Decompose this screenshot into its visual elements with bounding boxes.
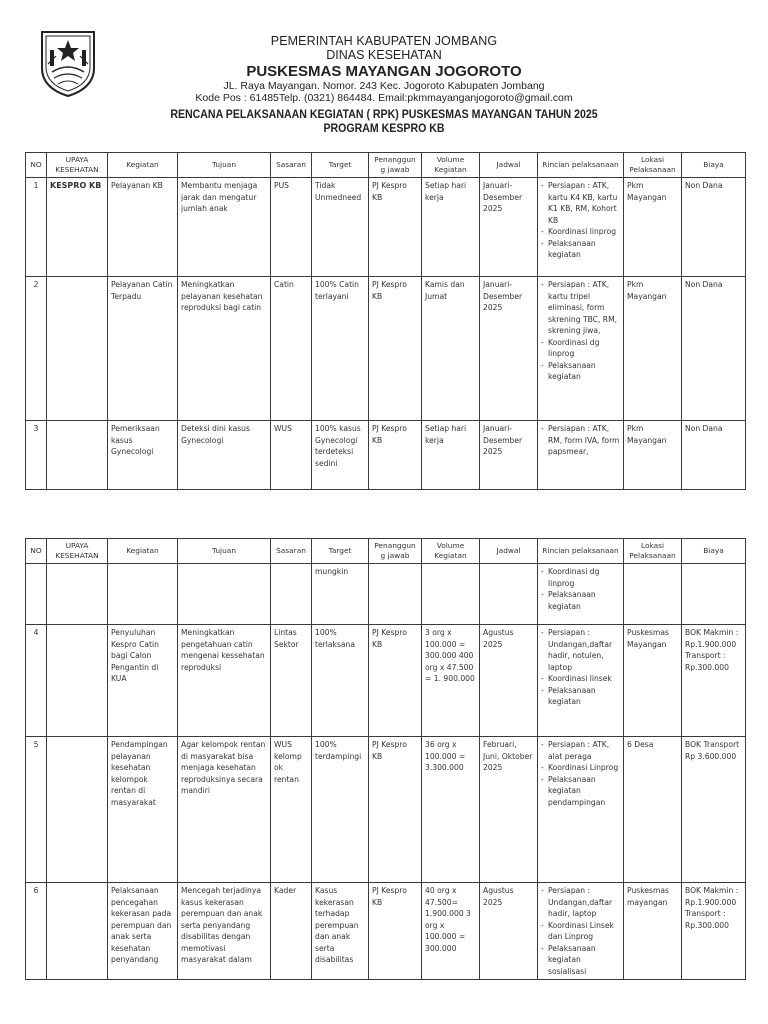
table-header-row: [26, 539, 746, 564]
rincian-item: - Pelaksanaan kegiatan: [541, 589, 620, 612]
column-header-jadwal: Jadwal: [480, 153, 538, 178]
cell-lokasi: Puskesmas Mayangan: [624, 625, 682, 737]
column-header-sasaran: Sasaran: [271, 539, 312, 564]
cell-target: 100% terlaksana: [312, 625, 369, 737]
cell-biaya: Non Dana: [682, 178, 746, 277]
cell-target: Tidak Unmedneed: [312, 178, 369, 277]
column-header-lokasi: Lokasi Pelaksanaan: [624, 153, 682, 178]
column-header-biaya: Biaya: [682, 539, 746, 564]
cell-jadwal: Januari-Desember 2025: [480, 178, 538, 277]
contact-info: Kode Pos : 61485Telp. (0321) 864484. Email:pkmmayanganjogoroto@gmail.com: [195, 92, 573, 105]
column-header-sasaran: Sasaran: [271, 153, 312, 178]
cell-kegiatan: Pelayanan KB: [108, 178, 178, 277]
cell-upaya: [47, 277, 108, 421]
cell-biaya: BOK Makmin : Rp.1.900.000 Transport : Rp.300.000: [682, 883, 746, 980]
rincian-item: - Koordinasi Linprog: [541, 762, 620, 774]
rincian-list: [541, 627, 620, 708]
cell-target: mungkin: [312, 564, 369, 625]
cell-lokasi: 6 Desa: [624, 737, 682, 883]
cell-kegiatan: Penyuluhan Kespro Catin bagi Calon Pengantin di KUA: [108, 625, 178, 737]
column-header-volume: Volume Kegiatan: [422, 539, 480, 564]
cell-jadwal: Agustus 2025: [480, 883, 538, 980]
rincian-item: - Persiapan : ATK, kartu K4 KB, kartu K1 KB, RM, Kohort KB: [541, 180, 620, 226]
cell-kegiatan: Pendampingan pelayanan kesehatan kelompok rentan di masyarakat: [108, 737, 178, 883]
rincian-item: - Koordinasi Linsek dan Linprog: [541, 920, 620, 943]
table-row: [26, 277, 746, 421]
rincian-item: - Persiapan : Undangan,daftar hadir, notulen, laptop: [541, 627, 620, 673]
rincian-item: - Pelaksanaan kegiatan pendampingan: [541, 774, 620, 809]
cell-sasaran: Lintas Sektor: [271, 625, 312, 737]
cell-tujuan: [178, 564, 271, 625]
cell-upaya: [47, 178, 108, 277]
cell-tujuan: Meningkatkan pengetahuan catin mengenai kessehatan reproduksi: [178, 625, 271, 737]
rincian-list: [541, 739, 620, 808]
cell-sasaran: Kader: [271, 883, 312, 980]
title-line-2: PROGRAM KESPRO KB: [323, 122, 445, 135]
cell-tujuan: Agar kelompok rentan di masyarakat bisa menjaga kesehatan reproduksinya secara mandiri: [178, 737, 271, 883]
cell-lokasi: Pkm Mayangan: [624, 277, 682, 421]
column-header-biaya: Biaya: [682, 153, 746, 178]
cell-tujuan: Meningkatkan pelayanan kesehatan reproduksi bagi catin: [178, 277, 271, 421]
rincian-item: - Persiapan : Undangan,daftar hadir, laptop: [541, 885, 620, 920]
rincian-item: - Koordinasi linprog: [541, 226, 620, 238]
cell-kegiatan: Pemeriksaan kasus Gynecologi: [108, 421, 178, 490]
cell-no: 1: [26, 178, 47, 277]
cell-pj: PJ Kespro KB: [369, 178, 422, 277]
cell-pj: PJ Kespro KB: [369, 737, 422, 883]
cell-no: 2: [26, 277, 47, 421]
document-title: [31, 109, 738, 137]
agency-name: DINAS KESEHATAN: [326, 48, 442, 63]
cell-biaya: [682, 564, 746, 625]
cell-pj: PJ Kespro KB: [369, 883, 422, 980]
column-header-tujuan: Tujuan: [178, 153, 271, 178]
rincian-item: - Persiapan : ATK, RM, form IVA, form papsmear,: [541, 423, 620, 458]
cell-rincian: [538, 277, 624, 421]
rincian-list: [541, 279, 620, 383]
column-header-pj: Penanggun g jawab: [369, 539, 422, 564]
cell-target: Kasus kekerasan terhadap perempuan dan anak serta disabilitas: [312, 883, 369, 980]
cell-target: 100% terdampingi: [312, 737, 369, 883]
rpk-table-page-2: [25, 538, 746, 980]
cell-volume: Setiap hari kerja: [422, 421, 480, 490]
column-header-rincian: Rincian pelaksanaan: [538, 539, 624, 564]
rincian-list: [541, 180, 620, 261]
cell-rincian: [538, 421, 624, 490]
cell-jadwal: Februari, Juni, Oktober 2025: [480, 737, 538, 883]
column-header-no: NO: [26, 539, 47, 564]
rincian-item: - Pelaksanaan kegiatan: [541, 360, 620, 383]
puskesmas-name: PUSKESMAS MAYANGAN JOGOROTO: [246, 62, 522, 80]
table-row: [26, 625, 746, 737]
cell-tujuan: Membantu menjaga jarak dan mengatur jumlah anak: [178, 178, 271, 277]
rincian-list: [541, 566, 620, 612]
cell-rincian: [538, 883, 624, 980]
cell-volume: 3 org x 100.000 = 300.000 400 org x 47.500 = 1. 900.000: [422, 625, 480, 737]
rincian-item: - Persiapan : ATK, alat peraga: [541, 739, 620, 762]
cell-tujuan: Mencegah terjadinya kasus kekerasan perempuan dan anak serta penyandang disabilitas dengan memotivasi masyarakat dalam: [178, 883, 271, 980]
column-header-target: Target: [312, 153, 369, 178]
cell-sasaran: Catin: [271, 277, 312, 421]
cell-kegiatan: [108, 564, 178, 625]
jombang-coat-of-arms-icon: [36, 28, 100, 98]
cell-sasaran: WUS kelomp ok rentan: [271, 737, 312, 883]
cell-tujuan: Deteksi dini kasus Gynecologi: [178, 421, 271, 490]
table-row: [26, 178, 746, 277]
cell-no: 6: [26, 883, 47, 980]
rincian-item: - Koordinasi dg linprog: [541, 337, 620, 360]
rincian-item: - Koordinasi linsek: [541, 673, 620, 685]
table-row: [26, 564, 746, 625]
cell-kegiatan: Pelaksanaan pencegahan kekerasan pada perempuan dan anak serta kesehatan penyandang: [108, 883, 178, 980]
cell-no: [26, 564, 47, 625]
cell-pj: PJ Kespro KB: [369, 277, 422, 421]
cell-rincian: [538, 178, 624, 277]
table-header-row: [26, 153, 746, 178]
letterhead: [0, 0, 768, 110]
column-header-lokasi: Lokasi Pelaksanaan: [624, 539, 682, 564]
cell-upaya: [47, 421, 108, 490]
cell-lokasi: Pkm Mayangan: [624, 421, 682, 490]
cell-sasaran: [271, 564, 312, 625]
column-header-pj: Penanggun g jawab: [369, 153, 422, 178]
column-header-rincian: Rincian pelaksanaan: [538, 153, 624, 178]
cell-upaya: [47, 737, 108, 883]
cell-no: 3: [26, 421, 47, 490]
cell-biaya: BOK Makmin : Rp.1.900.000 Transport : Rp.300.000: [682, 625, 746, 737]
cell-lokasi: Pkm Mayangan: [624, 178, 682, 277]
column-header-target: Target: [312, 539, 369, 564]
title-line-1: RENCANA PELAKSANAAN KEGIATAN ( RPK) PUSKESMAS MAYANGAN TAHUN 2025: [170, 109, 598, 121]
government-name: PEMERINTAH KABUPATEN JOMBANG: [270, 34, 498, 48]
cell-biaya: Non Dana: [682, 277, 746, 421]
cell-biaya: Non Dana: [682, 421, 746, 490]
rincian-item: - Persiapan : ATK, kartu tripel eliminasi, form skrening TBC, RM, skrening jiwa,: [541, 279, 620, 337]
rincian-list: [541, 885, 620, 977]
cell-pj: PJ Kespro KB: [369, 625, 422, 737]
cell-rincian: [538, 564, 624, 625]
rincian-item: - Pelaksanaan kegiatan: [541, 685, 620, 708]
column-header-upaya: UPAYA KESEHATAN: [47, 539, 108, 564]
cell-lokasi: [624, 564, 682, 625]
table-row: [26, 421, 746, 490]
column-header-kegiatan: Kegiatan: [108, 153, 178, 178]
cell-biaya: BOK Transport Rp 3.600.000: [682, 737, 746, 883]
cell-target: 100% Catin terlayani: [312, 277, 369, 421]
cell-sasaran: WUS: [271, 421, 312, 490]
cell-volume: 36 org x 100.000 = 3.300.000: [422, 737, 480, 883]
cell-volume: [422, 564, 480, 625]
cell-upaya: [47, 564, 108, 625]
cell-rincian: [538, 737, 624, 883]
cell-no: 4: [26, 625, 47, 737]
table-row: [26, 883, 746, 980]
cell-upaya: [47, 625, 108, 737]
table-row: [26, 737, 746, 883]
rincian-list: [541, 423, 620, 458]
cell-volume: Setiap hari kerja: [422, 178, 480, 277]
rincian-item: - Pelaksanaan kegiatan sosialisasi: [541, 943, 620, 978]
cell-kegiatan: Pelayanan Catin Terpadu: [108, 277, 178, 421]
cell-jadwal: [480, 564, 538, 625]
cell-upaya: [47, 883, 108, 980]
rincian-item: - Koordinasi dg linprog: [541, 566, 620, 589]
cell-jadwal: Agustus 2025: [480, 625, 538, 737]
upaya-label: KESPRO KB: [50, 181, 102, 190]
cell-sasaran: PUS: [271, 178, 312, 277]
rincian-item: - Pelaksanaan kegiatan: [541, 238, 620, 261]
cell-jadwal: Januari-Desember 2025: [480, 277, 538, 421]
cell-rincian: [538, 625, 624, 737]
cell-pj: PJ Kespro KB: [369, 421, 422, 490]
cell-pj: [369, 564, 422, 625]
cell-no: 5: [26, 737, 47, 883]
column-header-no: NO: [26, 153, 47, 178]
cell-lokasi: Puskesmas mayangan: [624, 883, 682, 980]
cell-target: 100% kasus Gynecologi terdeteksi sedini: [312, 421, 369, 490]
address: JL. Raya Mayangan. Nomor. 243 Kec. Jogoroto Kabupaten Jombang: [223, 80, 545, 92]
column-header-volume: Volume Kegiatan: [422, 153, 480, 178]
column-header-kegiatan: Kegiatan: [108, 539, 178, 564]
cell-jadwal: Januari-Desember 2025: [480, 421, 538, 490]
cell-volume: 40 org x 47.500= 1.900.000 3 org x 100.000 = 300.000: [422, 883, 480, 980]
column-header-jadwal: Jadwal: [480, 539, 538, 564]
cell-volume: Kamis dan Jumat: [422, 277, 480, 421]
column-header-upaya: UPAYA KESEHATAN: [47, 153, 108, 178]
letterhead-text: [140, 34, 628, 104]
column-header-tujuan: Tujuan: [178, 539, 271, 564]
rpk-table-page-1: [25, 152, 746, 490]
